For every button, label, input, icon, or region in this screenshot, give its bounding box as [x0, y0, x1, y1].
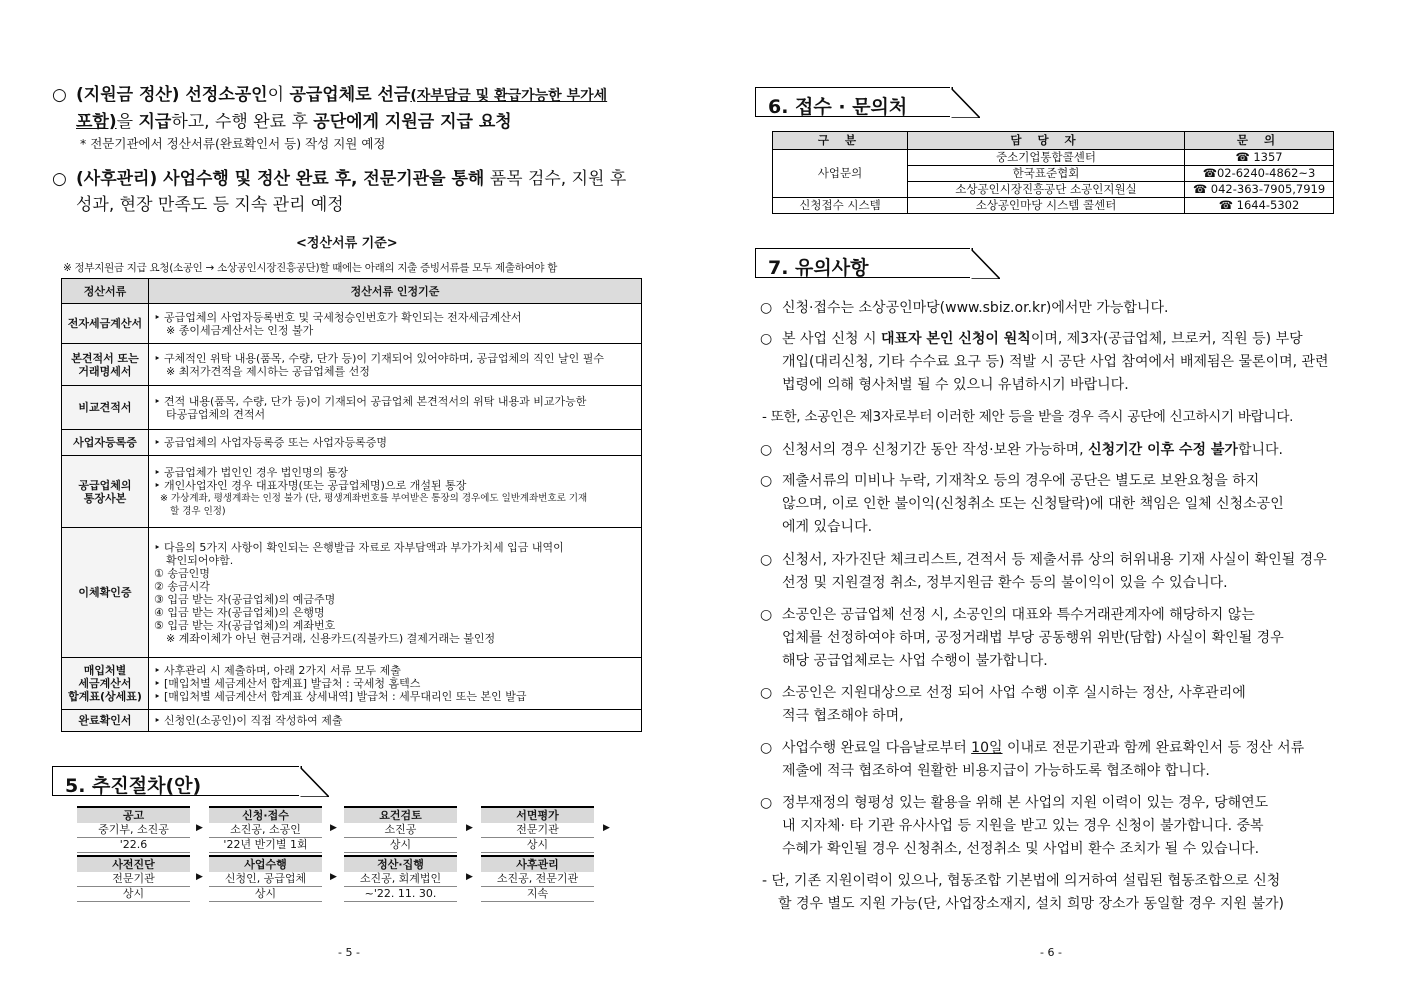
- flow-step: [344, 806, 457, 853]
- header-tab-shape: [950, 87, 980, 118]
- criteria-line: ※ 종이세금계산서는 인정 불가: [166, 323, 314, 337]
- doc-name-line: 본견적서 또는: [71, 351, 139, 365]
- doc-name: [62, 456, 149, 528]
- arrow-right-icon: ▶: [330, 823, 337, 833]
- text: 이: [267, 85, 290, 105]
- contact-category: 사업문의: [773, 150, 908, 198]
- doc-criteria: [149, 710, 642, 732]
- notice-text: [782, 682, 1355, 728]
- text: 선정 및 지원결정 취소, 정부지원금 환수 등의 불이익이 있을 수 있습니다.: [782, 575, 1228, 591]
- bullet-icon: ○: [52, 85, 67, 105]
- notice-item: [760, 682, 1355, 728]
- text: 10일: [971, 740, 1003, 756]
- col-header: 담 당 자: [908, 132, 1185, 150]
- text: 할 경우 별도 지원 가능(단, 사업장소재지, 설치 희망 장소가 동일할 경우 지원 불가): [778, 896, 1284, 912]
- table-header: [773, 132, 1334, 150]
- bullet-icon: ○: [52, 169, 67, 189]
- flow-step: [344, 855, 457, 902]
- text: 소공인은 지원대상으로 선정 되어 사업 수행 이후 실시하는 정산, 사후관리에: [782, 685, 1246, 701]
- notice-text: [782, 792, 1355, 861]
- text: 합니다.: [1237, 442, 1283, 458]
- bullet-icon: ○: [760, 442, 773, 458]
- text: 신청서, 자가진단 체크리스트, 견적서 등 제출서류 상의 허위내용 기재 사실이 확인될 경우: [782, 552, 1327, 568]
- flow-step: [481, 855, 594, 902]
- criteria-line: ‣ 사후관리 시 제출하며, 아래 2가지 서류 모두 제출: [154, 664, 401, 677]
- contact-org: 소상공인시장진흥공단 소공인지원실: [908, 182, 1185, 198]
- doc-criteria: [149, 528, 642, 658]
- table-row: [62, 658, 642, 710]
- table-row: [62, 386, 642, 430]
- contact-phone[interactable]: ☎ 1357: [1185, 150, 1334, 166]
- flow-step-time: '22년 반기별 1회: [209, 838, 322, 853]
- arrow-right-icon: ▶: [196, 872, 203, 882]
- criteria-line: ① 송금인명: [154, 566, 210, 580]
- keyword: 공급업체로 선금: [289, 85, 411, 105]
- keyword: (사후관리) 사업수행 및 정산 완료 후, 전문기관을 통해: [76, 169, 485, 189]
- text: 에게 있습니다.: [782, 519, 873, 535]
- notice-text: [782, 439, 1355, 462]
- doc-name: 비교견적서: [62, 386, 149, 430]
- keyword: 포함): [76, 112, 117, 132]
- criteria-line: ‣ [매입처별 세금계산서 합계표 상세내역] 발급처 : 세무대리인 또는 본인 발급: [154, 690, 527, 703]
- notice-item: [760, 604, 1355, 673]
- keyword: 선정소공인: [179, 85, 268, 105]
- doc-name-line: 통장사본: [83, 491, 127, 505]
- section-6-header: [755, 87, 953, 117]
- table-row: [62, 456, 642, 528]
- notice-text: [782, 549, 1355, 595]
- notice-text: 신청·접수는 소상공인마당(www.sbiz.or.kr)에서만 가능합니다.: [782, 300, 1169, 316]
- flow-step-actor: 중기부, 소진공: [77, 823, 190, 838]
- criteria-line: ※ 최저가견적을 제시하는 공급업체를 선정: [166, 364, 370, 378]
- criteria-line: ※ 가상계좌, 평생계좌는 인정 불가 (단, 평생계좌번호를 부여받은 통장의 경우에도 일반계좌번호로 기재: [160, 492, 588, 504]
- text: 해당 공급업체로는 사업 수행이 불가합니다.: [782, 653, 1048, 669]
- table-row: [62, 344, 642, 386]
- bullet-icon: ○: [760, 552, 773, 568]
- section-5-header: [52, 766, 302, 796]
- doc-criteria: [149, 386, 642, 430]
- para-aftercare: [52, 166, 662, 218]
- criteria-line: ‣ 구체적인 위탁 내용(품목, 수량, 단가 등)이 기재되어 있어야하며, 공급업체의 직인 날인 필수: [154, 351, 605, 365]
- flow-step-time: '22.6: [77, 838, 190, 853]
- text: 내 지자체· 타 기관 유사사업 등 지원을 받고 있는 경우 신청이 불가합니다. 중복: [782, 818, 1264, 834]
- bullet-icon: ○: [760, 795, 773, 811]
- header-tab-shape: [299, 766, 329, 797]
- doc-name: 완료확인서: [62, 710, 149, 732]
- doc-name-line: 세금계산서: [78, 677, 132, 690]
- arrow-right-icon: ▶: [466, 823, 473, 833]
- text: 법령에 의해 형사처벌 될 수 있으니 유념하시기 바랍니다.: [782, 377, 1129, 393]
- contact-org: 소상공인마당 시스템 콜센터: [908, 198, 1185, 214]
- contact-phone[interactable]: ☎ 042-363-7905,7919: [1185, 182, 1334, 198]
- criteria-line: ‣ 공급업체의 사업자등록번호 및 국세청승인번호가 확인되는 전자세금계산서: [154, 310, 522, 324]
- flow-step: [481, 806, 594, 853]
- notice-text: [762, 870, 1357, 916]
- keyword: (지원금 정산): [76, 85, 180, 105]
- doc-name: 이체확인증: [62, 528, 149, 658]
- criteria-line: ‣ 공급업체가 법인인 경우 법인명의 통장: [154, 465, 348, 479]
- doc-name-line: 공급업체의: [78, 478, 132, 492]
- section-title: 5. 추진절차(안): [65, 775, 202, 797]
- notice-item: [760, 792, 1355, 861]
- table-header: [62, 279, 642, 304]
- flow-step-time: 지속: [481, 887, 594, 902]
- flow-step: [209, 806, 322, 853]
- flow-step-title: 요건검토: [344, 806, 457, 823]
- header-tab-shape: [970, 248, 1000, 279]
- criteria-line: ③ 입금 받는 자(공급업체)의 예금주명: [154, 592, 336, 606]
- text: 을: [116, 112, 139, 132]
- flow-step-time: 상시: [209, 887, 322, 902]
- keyword: 대표자 본인 신청이 원칙: [880, 331, 1031, 347]
- criteria-line: ※ 계좌이체가 아닌 현금거래, 신용카드(직불카드) 결제거래는 불인정: [166, 631, 496, 645]
- doc-name: 전자세금계산서: [62, 304, 149, 344]
- table-row: [62, 430, 642, 456]
- contact-phone[interactable]: ☎02-6240-4862~3: [1185, 166, 1334, 182]
- doc-name: [62, 344, 149, 386]
- doc-name: 사업자등록증: [62, 430, 149, 456]
- table-row: [773, 150, 1334, 166]
- criteria-line: ⑤ 입금 받는 자(공급업체)의 계좌번호: [154, 618, 336, 632]
- notice-subitem: [762, 870, 1357, 916]
- text: 제출서류의 미비나 누락, 기재착오 등의 경우에 공단은 별도로 보완요청을 하지: [782, 473, 1260, 489]
- settlement-note: * 전문기관에서 정산서류(완료확인서 등) 작성 지원 예정: [80, 136, 386, 151]
- col-header: 구 분: [773, 132, 908, 150]
- text: 사업수행 완료일 다음날로부터: [782, 740, 972, 756]
- text: 적극 협조해야 하며,: [782, 708, 904, 724]
- flow-step-title: 신청·접수: [209, 806, 322, 823]
- notice-text: - 또한, 소공인은 제3자로부터 이러한 제안 등을 받을 경우 즉시 공단에 신고하시기 바랍니다.: [762, 409, 1294, 425]
- text: 본 사업 신청 시: [782, 331, 881, 347]
- flow-step-time: 상시: [77, 887, 190, 902]
- col-header: 정산서류 인정기준: [149, 279, 642, 304]
- bullet-icon: ○: [760, 607, 773, 623]
- notice-item: [760, 297, 1355, 320]
- criteria-line: 할 경우 인정): [170, 505, 226, 517]
- doc-criteria: [149, 658, 642, 710]
- flow-step-time: 상시: [481, 838, 594, 853]
- text: 개입(대리신청, 기타 수수료 요구 등) 적발 시 공단 사업 참여에서 배제됨은 물론이며, 관련: [782, 354, 1329, 370]
- text: 정부재정의 형평성 있는 활용을 위해 본 사업의 지원 이력이 있는 경우, 당해연도: [782, 795, 1269, 811]
- contact-table: [772, 131, 1334, 214]
- criteria-line: 타공급업체의 견적서: [166, 407, 266, 421]
- bullet-icon: ○: [760, 740, 773, 756]
- flow-step-actor: 소진공, 소공인: [209, 823, 322, 838]
- contact-phone[interactable]: ☎ 1644-5302: [1185, 198, 1334, 214]
- bullet-icon: ○: [760, 473, 773, 489]
- notice-text: [782, 604, 1355, 673]
- text: - 단, 기존 지원이력이 있으나, 협동조합 기본법에 의거하여 설립된 협동조합으로 신청: [762, 873, 1281, 889]
- text: 제출에 적극 협조하여 원활한 비용지급이 가능하도록 협조해야 합니다.: [782, 763, 1210, 779]
- arrow-right-icon: ▶: [330, 872, 337, 882]
- keyword: 공단에게 지원금 지급 요청: [313, 112, 512, 132]
- notice-item: [760, 439, 1355, 462]
- bullet-icon: ○: [760, 685, 773, 701]
- page-number: - 6 -: [1040, 946, 1062, 959]
- doc-criteria: [149, 456, 642, 528]
- notice-item: [760, 549, 1355, 595]
- text: 않으며, 이로 인한 불이익(신청취소 또는 신청탈락)에 대한 책임은 일체 신청소공인: [782, 496, 1284, 512]
- flow-step-actor: 소진공, 전문기관: [481, 872, 594, 887]
- settlement-table: [61, 278, 642, 732]
- flow-step: [77, 855, 190, 902]
- section-title: 6. 접수 · 문의처: [768, 96, 908, 118]
- keyword: 지급: [138, 112, 172, 132]
- page-number: - 5 -: [338, 946, 360, 959]
- notice-text: [782, 328, 1355, 397]
- text: 품목 검수, 지원 후: [484, 169, 627, 189]
- table-title: <정산서류 기준>: [296, 236, 398, 251]
- flow-step-actor: 소진공, 회계법인: [344, 872, 457, 887]
- flow-step-title: 서면평가: [481, 806, 594, 823]
- doc-name: [62, 658, 149, 710]
- bullet-icon: ○: [760, 300, 773, 316]
- criteria-line: ‣ 공급업체의 사업자등록증 또는 사업자등록증명: [154, 436, 387, 449]
- contact-org: 중소기업통합콜센터: [908, 150, 1185, 166]
- criteria-line: ④ 입금 받는 자(공급업체)의 은행명: [154, 605, 325, 619]
- flow-step-title: 공고: [77, 806, 190, 823]
- flow-step: [209, 855, 322, 902]
- table-row: [62, 528, 642, 658]
- doc-criteria: [149, 304, 642, 344]
- doc-name-line: 거래명세서: [78, 364, 132, 378]
- flow-step: [77, 806, 190, 853]
- table-row: [62, 710, 642, 732]
- text: 수혜가 확인될 경우 신청취소, 선정취소 및 사업비 환수 조치가 될 수 있습니다.: [782, 841, 1260, 857]
- criteria-line: ‣ 견적 내용(품목, 수량, 단가 등)이 기재되어 공급업체 본견적서의 위탁 내용과 비교가능한: [154, 394, 587, 408]
- bullet-icon: ○: [760, 331, 773, 347]
- criteria-line: ‣ [매입처별 세금계산서 합계표] 발급처 : 국세청 홈텍스: [154, 677, 421, 690]
- col-header: 문 의: [1185, 132, 1334, 150]
- flow-step-actor: 신청인, 공급업체: [209, 872, 322, 887]
- keyword: (자부담금 및 환급가능한 부가세: [410, 88, 608, 104]
- flow-step-time: 상시: [344, 838, 457, 853]
- criteria-line: ‣ 신청인(소공인)이 직접 작성하여 제출: [154, 714, 343, 727]
- doc-name-line: 매입처별: [83, 664, 127, 677]
- criteria-line: ‣ 개인사업자인 경우 대표자명(또는 공급업체명)으로 개설된 통장: [154, 478, 467, 492]
- text: 하고, 수행 완료 후: [171, 112, 314, 132]
- flow-step-title: 사후관리: [481, 855, 594, 872]
- contact-org: 한국표준협회: [908, 166, 1185, 182]
- table-row: [62, 304, 642, 344]
- criteria-line: ② 송금시각: [154, 579, 210, 593]
- doc-name-line: 합계표(상세표): [68, 690, 142, 703]
- criteria-line: 확인되어야함.: [166, 553, 234, 567]
- notice-subitem: [762, 406, 1357, 429]
- notice-item: [760, 328, 1355, 397]
- notice-text: [782, 470, 1355, 539]
- notice-item: [760, 737, 1355, 783]
- arrow-right-icon: ▶: [466, 872, 473, 882]
- text: 성과, 현장 만족도 등 지속 관리 예정: [76, 195, 344, 215]
- keyword: 신청기간 이후 수정 불가: [1088, 442, 1238, 458]
- flow-step-title: 사업수행: [209, 855, 322, 872]
- flow-step-title: 사전진단: [77, 855, 190, 872]
- col-header: 정산서류: [62, 279, 149, 304]
- table-note: ※ 정부지원금 지급 요청(소공인 → 소상공인시장진흥공단)할 때에는 아래의 지출 증빙서류를 모두 제출하여야 함: [63, 262, 558, 274]
- flow-step-time: ~'22. 11. 30.: [344, 887, 457, 902]
- flow-step-actor: 전문기관: [77, 872, 190, 887]
- text: 이며, 제3자(공급업체, 브로커, 직원 등) 부당: [1030, 331, 1303, 347]
- para-settlement: [52, 82, 662, 135]
- arrow-right-icon: ▶: [603, 823, 610, 833]
- text: 소공인은 공급업체 선정 시, 소공인의 대표와 특수거래관계자에 해당하지 않는: [782, 607, 1255, 623]
- criteria-line: ‣ 다음의 5가지 사항이 확인되는 은행발급 자료로 자부담액과 부가가치세 입금 내역이: [154, 540, 564, 554]
- flow-step-actor: 소진공: [344, 823, 457, 838]
- doc-criteria: [149, 344, 642, 386]
- doc-criteria: [149, 430, 642, 456]
- notice-text: [782, 737, 1355, 783]
- table-row: [773, 198, 1334, 214]
- flow-step-title: 정산·집행: [344, 855, 457, 872]
- text: 업체를 선정하여야 하며, 공정거래법 부당 공동행위 위반(담합) 사실이 확인될 경우: [782, 630, 1284, 646]
- contact-category: 신청접수 시스템: [773, 198, 908, 214]
- flow-step-actor: 전문기관: [481, 823, 594, 838]
- notice-item: [760, 470, 1355, 539]
- section-7-header: [755, 248, 973, 278]
- section-title: 7. 유의사항: [768, 257, 869, 279]
- text: 신청서의 경우 신청기간 동안 작성·보완 가능하며,: [782, 442, 1089, 458]
- arrow-right-icon: ▶: [196, 823, 203, 833]
- text: 이내로 전문기관과 함께 완료확인서 등 정산 서류: [1002, 740, 1305, 756]
